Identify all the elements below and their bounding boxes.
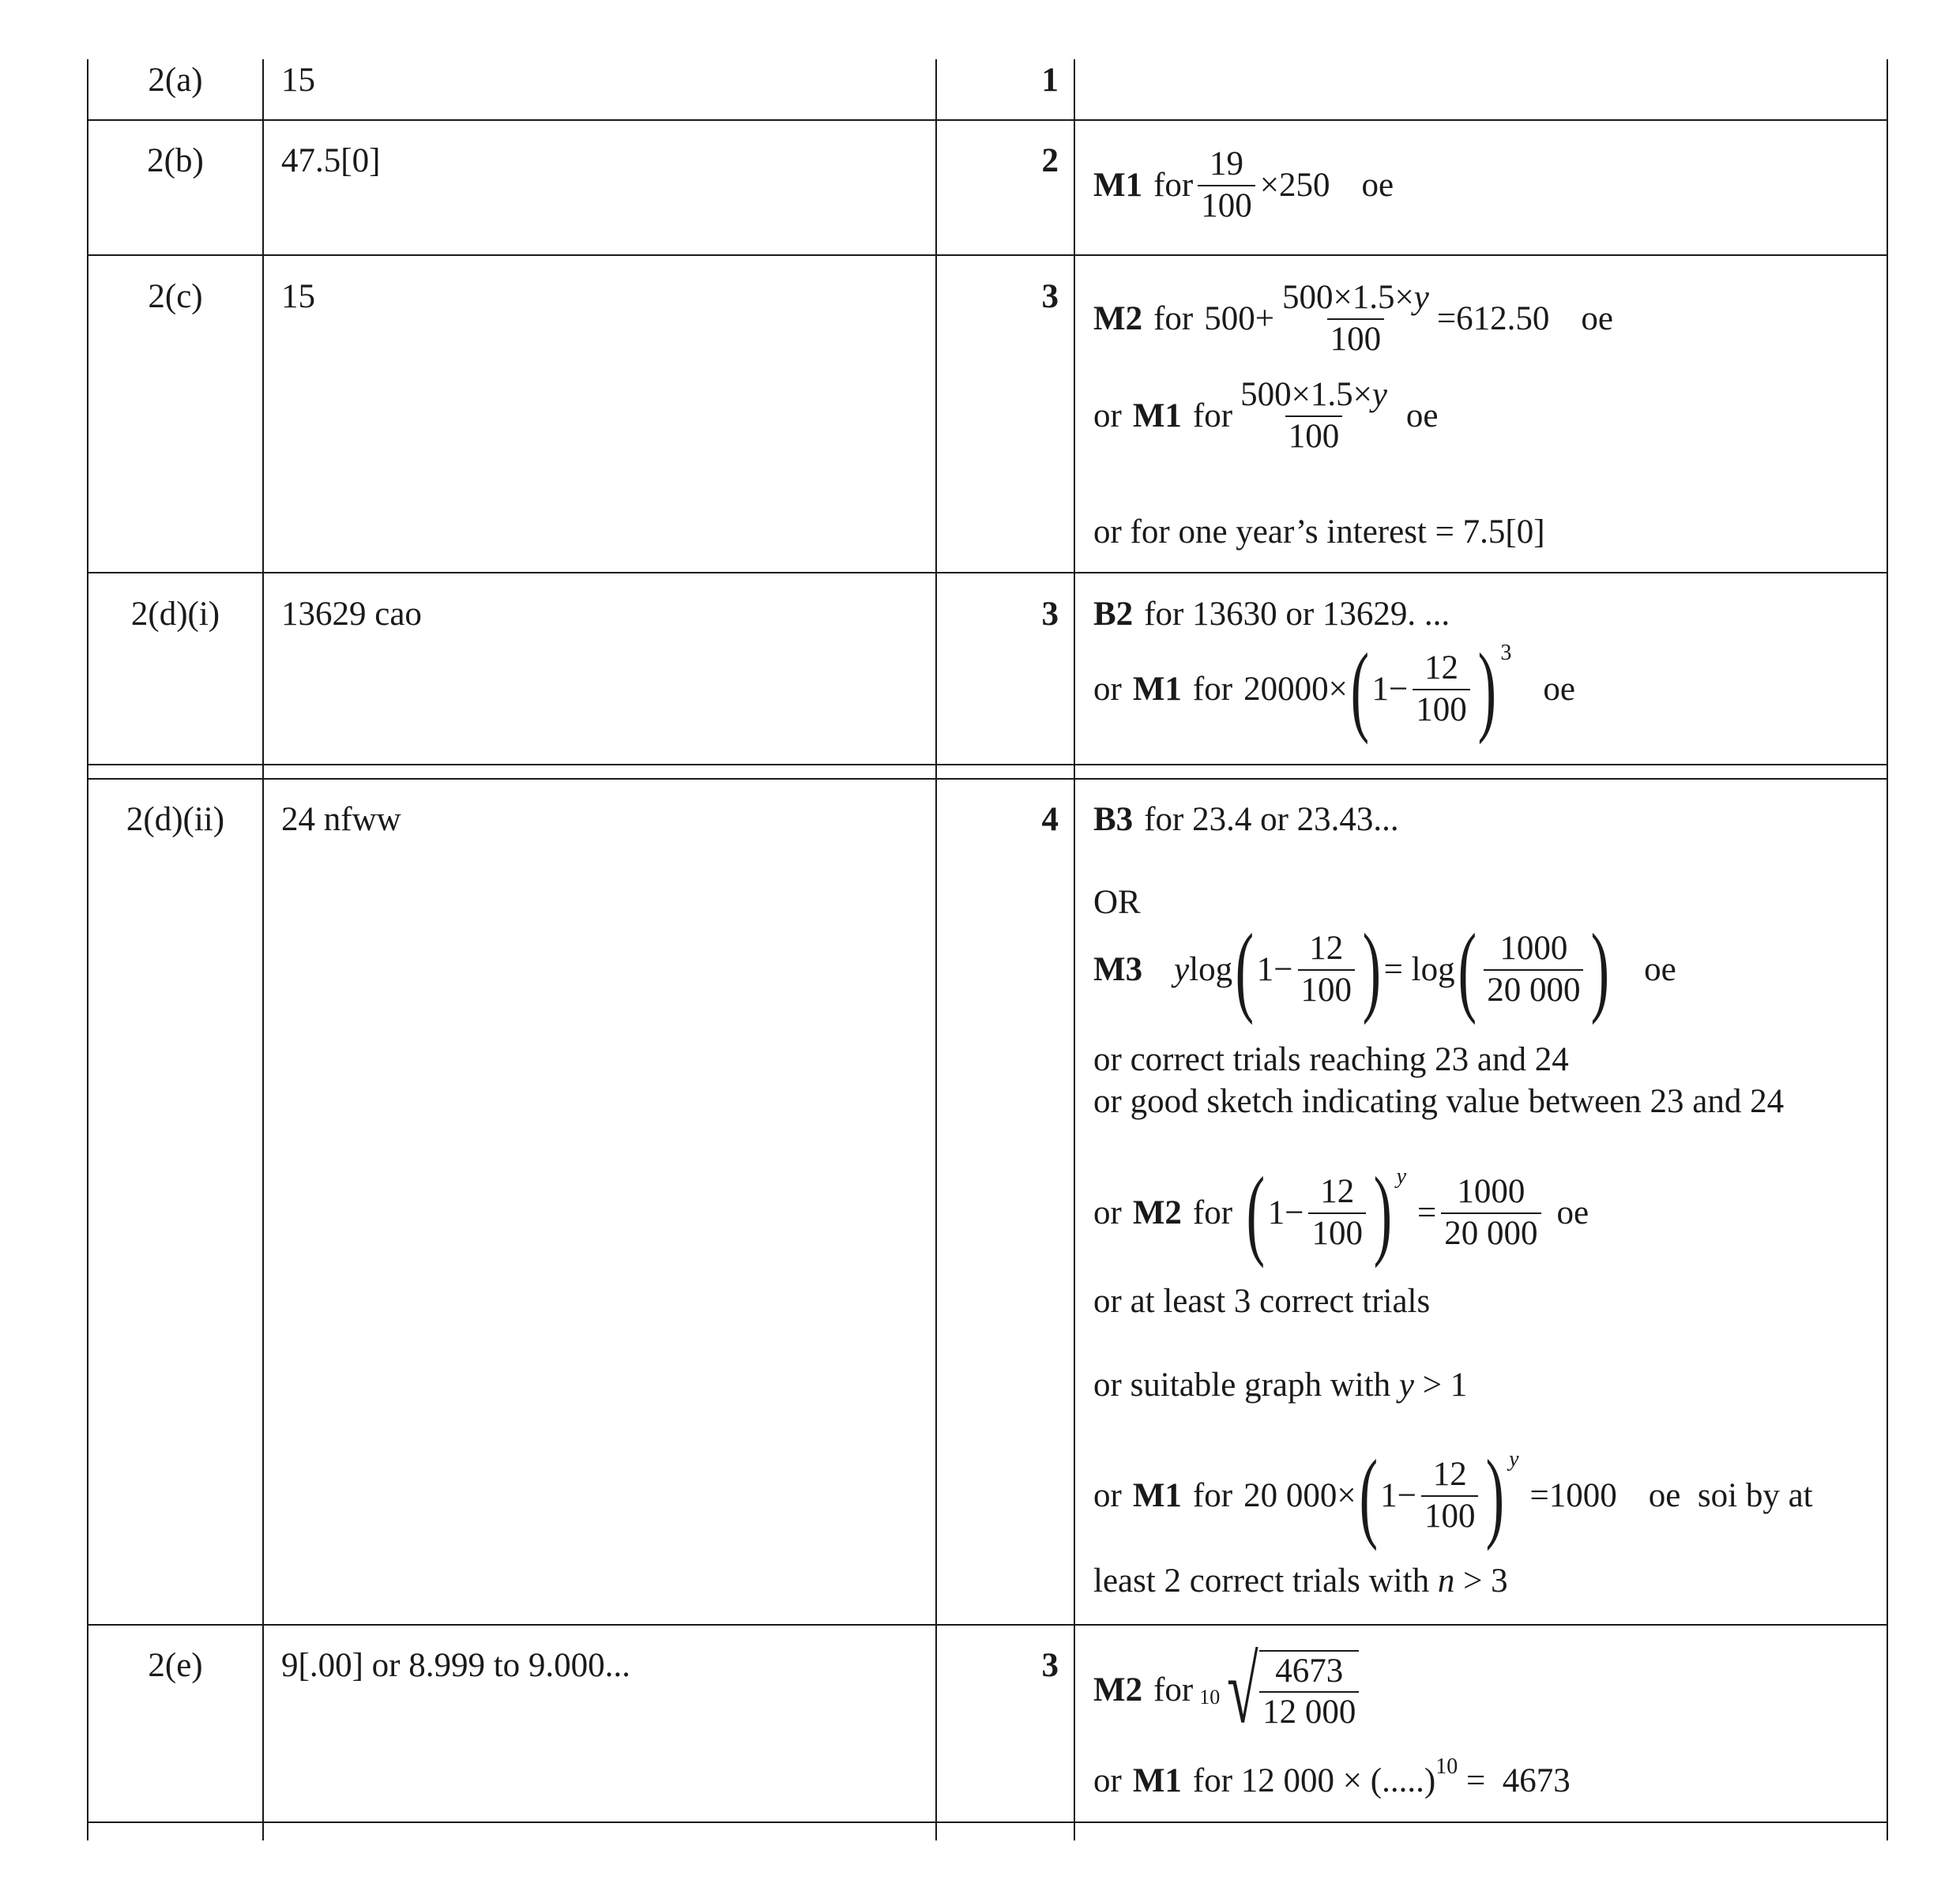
exponent: 3 xyxy=(1500,640,1512,665)
exponent: 10 xyxy=(1435,1754,1458,1779)
row-divider xyxy=(87,1821,1888,1823)
question-number: 2(c) xyxy=(148,278,203,315)
expression-pre: 20000× xyxy=(1243,670,1348,708)
question-number: 2(e) xyxy=(148,1647,203,1684)
denominator: 20 000 xyxy=(1484,969,1583,1011)
row-divider xyxy=(87,572,1888,573)
marks-cell: 3 xyxy=(1041,278,1059,315)
mark-code: M1 xyxy=(1132,1762,1182,1799)
marks-cell: 2 xyxy=(1041,142,1059,179)
answer-cell: 15 xyxy=(281,62,315,99)
denominator: 100 xyxy=(1298,969,1356,1011)
radicand xyxy=(1259,1650,1359,1733)
denominator: 100 xyxy=(1308,1212,1366,1254)
mark-code: M1 xyxy=(1132,670,1182,708)
fraction xyxy=(1413,649,1470,730)
guidance-e-m2 xyxy=(1093,1637,1359,1743)
oe-note: oe xyxy=(1556,1194,1589,1231)
mark-code: M1 xyxy=(1093,166,1143,204)
guidance-dii-b3 xyxy=(1093,799,1399,840)
variable: n xyxy=(1437,1562,1455,1600)
expression-tail: ×250 xyxy=(1259,166,1330,204)
guidance-text: for 12 000 × (.....) xyxy=(1192,1762,1436,1799)
mark-code: B2 xyxy=(1093,596,1134,633)
row-divider xyxy=(87,778,1888,780)
fraction xyxy=(1298,929,1356,1010)
row-divider xyxy=(87,764,1888,765)
guidance-text: or suitable graph with xyxy=(1093,1367,1399,1404)
mark-code: M1 xyxy=(1132,397,1182,434)
oe-note: oe xyxy=(1644,950,1676,988)
left-paren: ( xyxy=(1235,913,1255,1025)
denominator: 100 xyxy=(1421,1495,1479,1537)
expression-eq: = xyxy=(1417,1194,1437,1231)
guidance-c-m1 xyxy=(1093,375,1439,457)
guidance-text: > 3 xyxy=(1454,1562,1508,1600)
right-paren: ) xyxy=(1591,913,1610,1025)
guidance-di-b2 xyxy=(1093,594,1450,635)
mark-code: M2 xyxy=(1093,299,1143,337)
guidance-text: for 13630 or 13629. ... xyxy=(1144,596,1450,633)
guidance-dii-or: OR xyxy=(1093,884,1141,921)
mark-code: M1 xyxy=(1132,1476,1182,1514)
mark-code: B3 xyxy=(1093,801,1134,838)
or-word: or xyxy=(1093,1194,1122,1231)
marks-cell: 1 xyxy=(1041,62,1059,99)
for-word: for xyxy=(1192,397,1233,434)
for-word: for xyxy=(1153,299,1194,337)
for-word: for xyxy=(1153,166,1194,204)
guidance-text: for 23.4 or 23.43... xyxy=(1144,801,1399,838)
or-word: or xyxy=(1093,397,1122,434)
question-number: 2(d)(i) xyxy=(130,596,220,633)
guidance-c-m2 xyxy=(1093,278,1613,359)
marks-cell: 4 xyxy=(1041,801,1059,838)
right-paren: ) xyxy=(1486,1439,1505,1551)
tenth-root xyxy=(1199,1637,1359,1743)
numerator: 12 xyxy=(1309,929,1344,967)
one-minus: 1− xyxy=(1371,670,1409,708)
denominator: 100 xyxy=(1198,185,1255,227)
numerator: 12 xyxy=(1424,649,1458,686)
guidance-dii-m3 xyxy=(1093,913,1676,1025)
one-minus: 1− xyxy=(1267,1194,1304,1231)
for-word: for xyxy=(1153,1671,1194,1709)
guidance-dii-least xyxy=(1093,1561,1508,1602)
guidance-dii-trials: or correct trials reaching 23 and 24 xyxy=(1093,1041,1569,1078)
guidance-text: least 2 correct trials with xyxy=(1093,1562,1438,1600)
fraction xyxy=(1259,1652,1359,1733)
column-divider-3 xyxy=(1074,59,1075,1840)
root-sign: √ xyxy=(1227,1637,1258,1743)
for-word: for xyxy=(1192,670,1233,708)
left-paren: ( xyxy=(1246,1156,1266,1269)
numerator: 12 xyxy=(1432,1455,1467,1493)
right-paren: ) xyxy=(1362,913,1382,1025)
column-divider-1 xyxy=(262,59,264,1840)
guidance-c-interest: or for one year’s interest = 7.5[0] xyxy=(1093,513,1545,551)
mark-code: M2 xyxy=(1132,1194,1182,1231)
answer-cell: 15 xyxy=(281,278,315,315)
marks-cell: 3 xyxy=(1041,596,1059,633)
guidance-dii-3trials: or at least 3 correct trials xyxy=(1093,1283,1431,1320)
denominator: 20 000 xyxy=(1441,1212,1541,1254)
denominator: 100 xyxy=(1285,415,1343,457)
guidance-e-m1 xyxy=(1093,1754,1571,1802)
numerator: 19 xyxy=(1209,145,1243,182)
guidance-text: > 1 xyxy=(1414,1367,1468,1404)
guidance-dii-m2 xyxy=(1093,1156,1589,1269)
mark-code: M2 xyxy=(1093,1671,1143,1709)
row-divider xyxy=(87,254,1888,256)
fraction xyxy=(1484,929,1583,1010)
left-paren: ( xyxy=(1350,633,1369,745)
table-border-right xyxy=(1887,59,1888,1840)
numerator: 12 xyxy=(1320,1172,1355,1210)
for-word: for xyxy=(1192,1194,1233,1231)
expression-pre: 20 000× xyxy=(1243,1476,1356,1514)
guidance-text: oe soi by at xyxy=(1648,1476,1813,1514)
variable: y xyxy=(1398,1367,1415,1404)
for-word: for xyxy=(1192,1476,1233,1514)
or-word: or xyxy=(1093,1476,1122,1514)
exponent: y xyxy=(1509,1446,1519,1472)
guidance-dii-m1 xyxy=(1093,1439,1813,1551)
numerator: 500×1.5×y xyxy=(1240,376,1387,413)
table-border-left xyxy=(87,59,88,1840)
root-index: 10 xyxy=(1199,1685,1221,1709)
left-paren: ( xyxy=(1458,913,1477,1025)
fraction xyxy=(1198,145,1255,226)
row-divider xyxy=(87,1624,1888,1626)
variable: y xyxy=(1174,950,1190,988)
fraction xyxy=(1279,278,1432,359)
left-paren: ( xyxy=(1359,1439,1378,1551)
numerator: 1000 xyxy=(1499,929,1568,967)
right-paren: ) xyxy=(1477,633,1496,745)
question-number: 2(a) xyxy=(148,62,203,99)
row-divider xyxy=(87,119,1888,121)
answer-cell: 24 nfww xyxy=(281,801,401,838)
log-word: log xyxy=(1189,950,1233,988)
expression-eq: = log xyxy=(1383,950,1455,988)
column-divider-2 xyxy=(935,59,937,1840)
fraction xyxy=(1308,1172,1366,1254)
guidance-dii-graph xyxy=(1093,1365,1467,1406)
guidance-text: = 4673 xyxy=(1458,1762,1571,1799)
oe-note: oe xyxy=(1361,166,1394,204)
fraction xyxy=(1421,1455,1479,1536)
right-paren: ) xyxy=(1373,1156,1392,1269)
denominator: 12 000 xyxy=(1259,1691,1359,1733)
question-number: 2(b) xyxy=(147,142,204,179)
oe-note: oe xyxy=(1581,299,1613,337)
numerator: 500×1.5×y xyxy=(1282,279,1429,316)
one-minus: 1− xyxy=(1380,1476,1416,1514)
expression-eq: =612.50 xyxy=(1436,299,1550,337)
numerator: 1000 xyxy=(1457,1172,1525,1210)
oe-note: oe xyxy=(1405,397,1439,434)
question-number: 2(d)(ii) xyxy=(126,801,225,838)
answer-cell: 47.5[0] xyxy=(281,142,381,179)
or-word: or xyxy=(1093,1762,1122,1799)
mark-code: M3 xyxy=(1093,950,1143,988)
oe-note: oe xyxy=(1543,670,1575,708)
fraction xyxy=(1237,375,1390,457)
expression-pre: 500+ xyxy=(1204,299,1274,337)
numerator: 4673 xyxy=(1275,1652,1344,1690)
answer-cell: 13629 cao xyxy=(281,596,422,633)
guidance-di-m1 xyxy=(1093,633,1575,745)
guidance-b-m1 xyxy=(1093,145,1394,226)
fraction xyxy=(1441,1172,1541,1254)
marks-cell: 3 xyxy=(1041,1647,1059,1684)
denominator: 100 xyxy=(1413,689,1470,731)
denominator: 100 xyxy=(1327,318,1385,360)
one-minus: 1− xyxy=(1256,950,1293,988)
guidance-dii-sketch: or good sketch indicating value between 23 and 24 xyxy=(1093,1083,1785,1120)
expression-eq: =1000 xyxy=(1529,1476,1617,1514)
or-word: or xyxy=(1093,670,1122,708)
exponent: y xyxy=(1396,1164,1407,1189)
answer-cell: 9[.00] or 8.999 to 9.000... xyxy=(281,1647,630,1684)
